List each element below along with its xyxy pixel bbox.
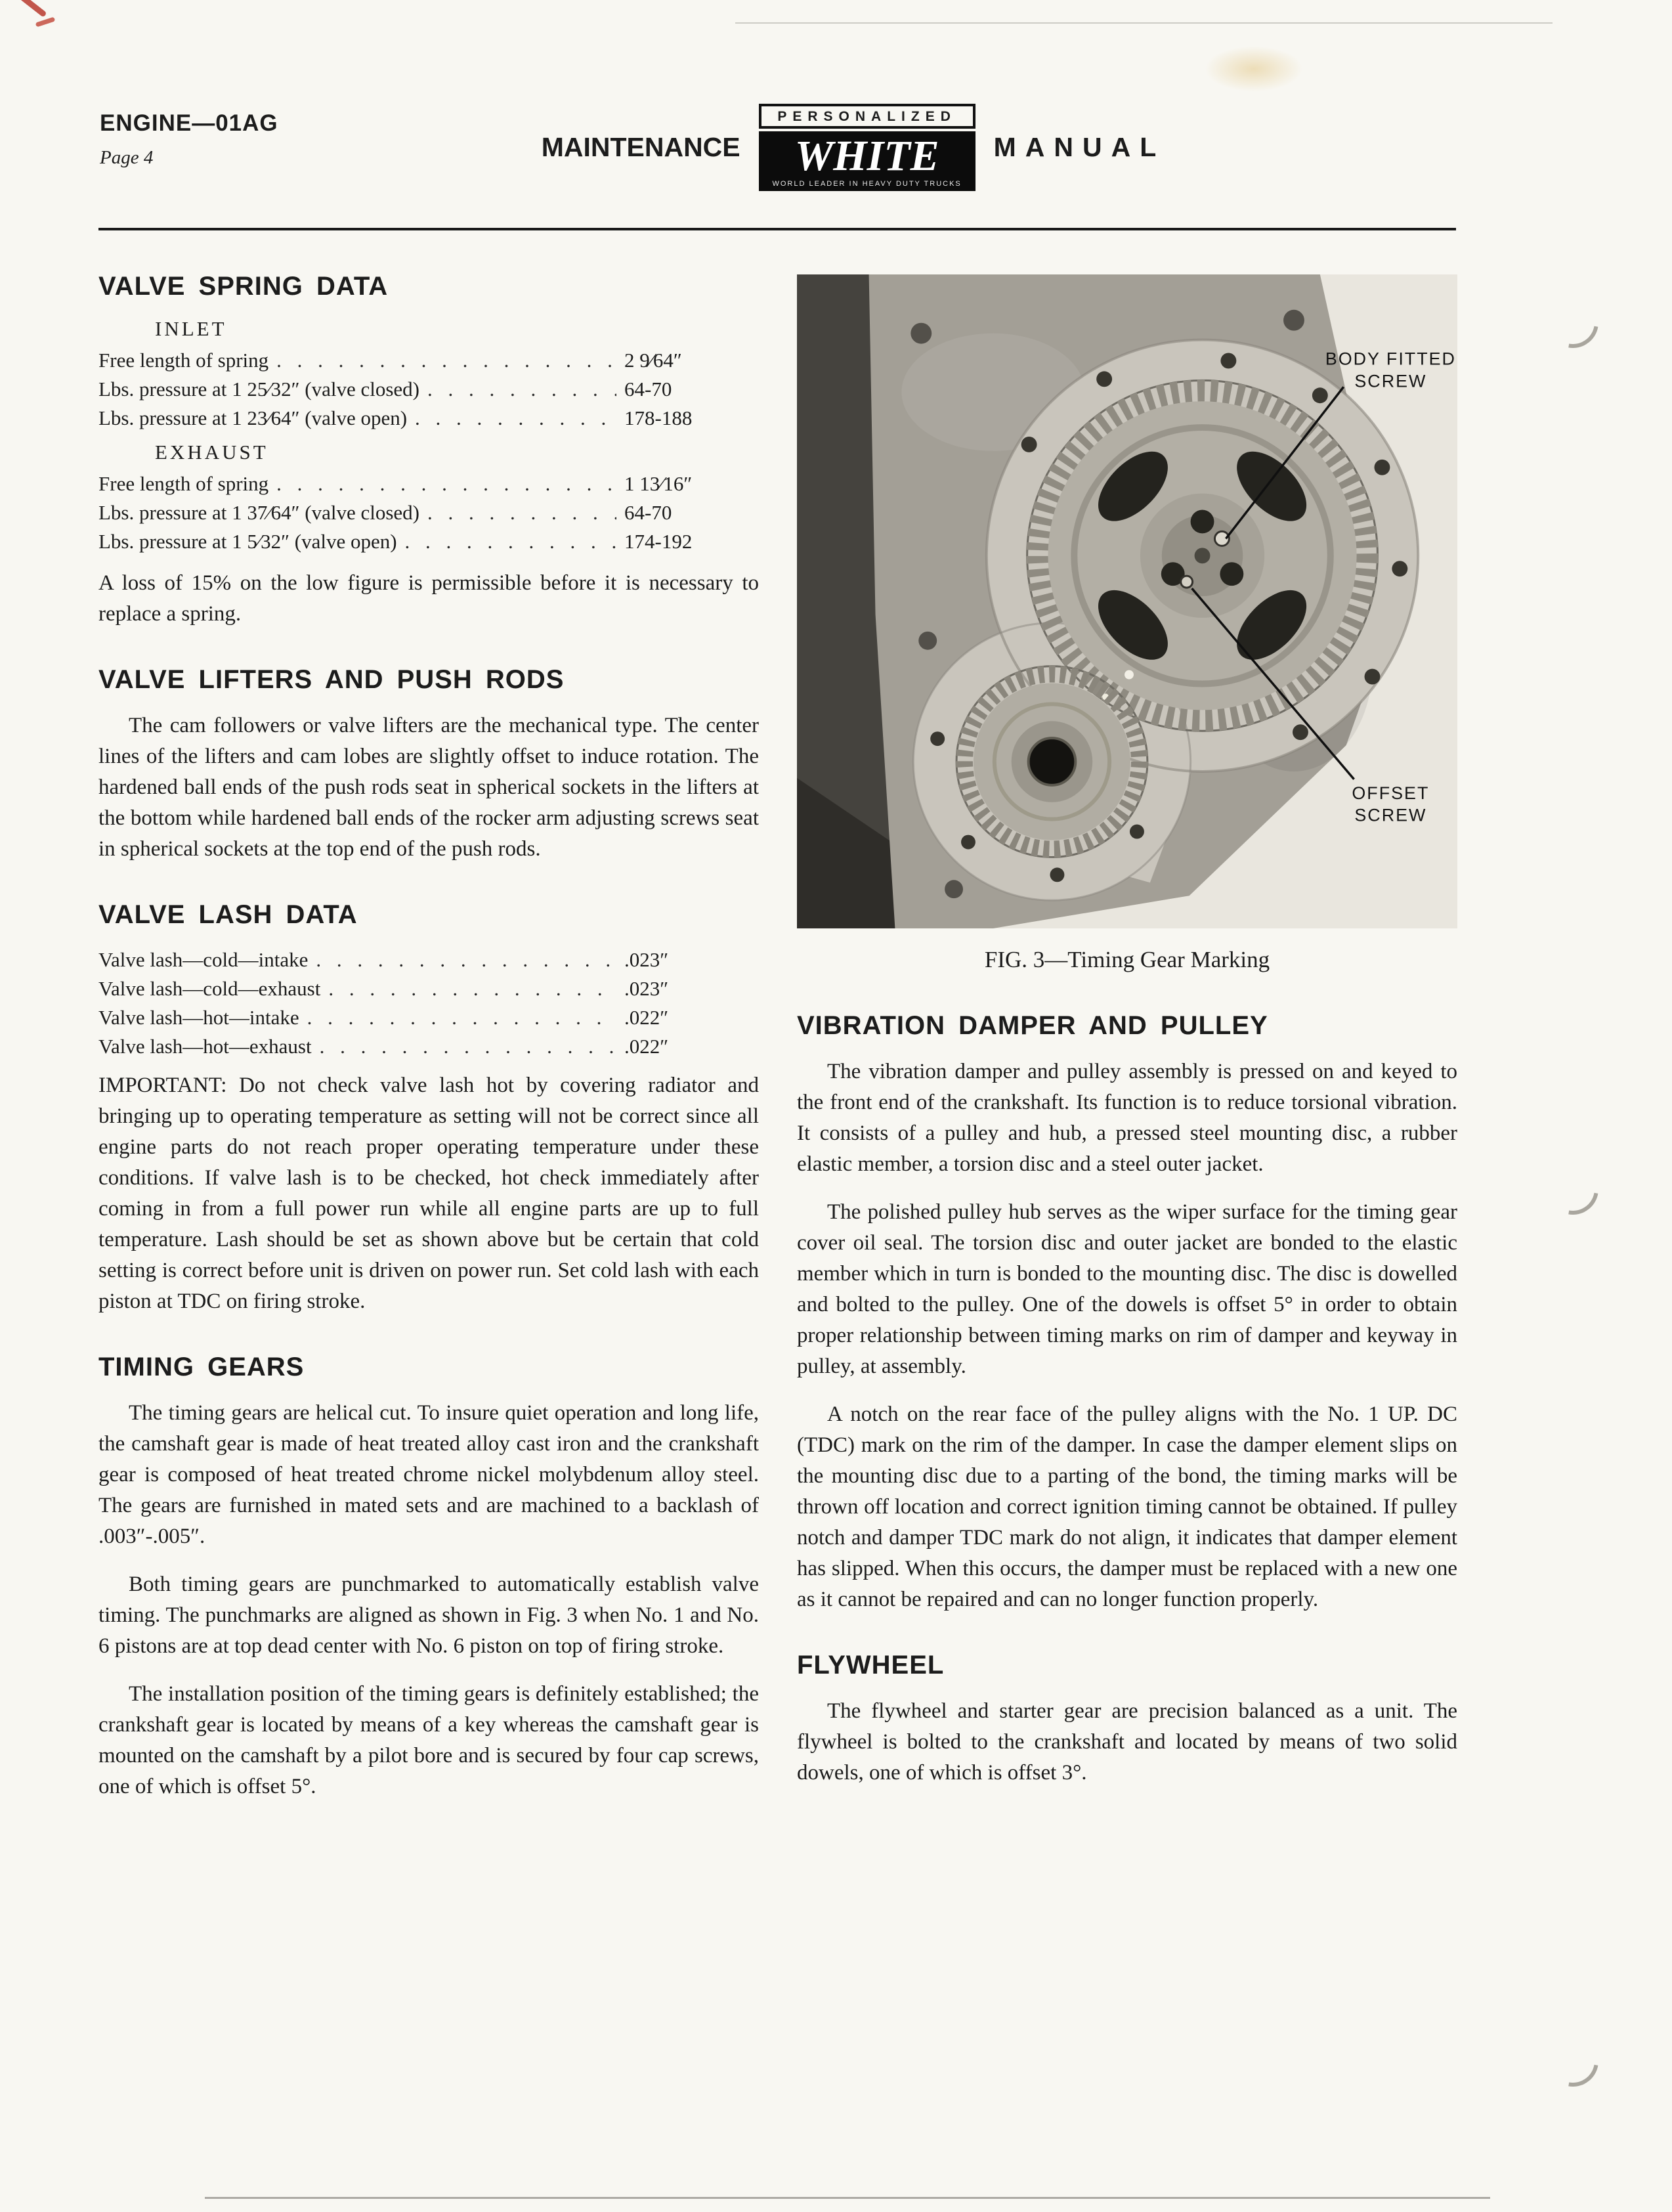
spec-value: .022″ (624, 1035, 669, 1058)
scan-artifact-binder-shadow (1537, 2026, 1609, 2097)
spec-row (98, 1003, 759, 1032)
paragraph-valve-lifters: The cam followers or valve lifters are the mechanical type. The center lines of the lifters and cam lobes are slightly offset to induce rotation. The hardened ball ends of the push rods seat in spherical sockets in the lifters at the bottom while hardened ball ends of the rocker arm adjusting screws seat in spherical sockets at the top end of the push rods. (98, 714, 759, 861)
dot-leader (320, 1032, 616, 1061)
right-column (797, 261, 1457, 1819)
spec-row (98, 945, 759, 974)
spec-label: Free length of spring (98, 472, 269, 495)
section-heading-valve-spring-data: VALVE SPRING DATA (98, 272, 389, 301)
scan-artifact-bottom-line (205, 2197, 1490, 2199)
crankshaft-gear (956, 666, 1147, 857)
banner-manual: MANUAL (993, 132, 1166, 162)
two-column-body (98, 261, 1457, 1819)
spec-label: Free length of spring (98, 349, 269, 372)
left-column (98, 261, 759, 1819)
logo-wordmark: WHITE (794, 132, 939, 180)
dot-leader (415, 404, 616, 433)
scan-artifact-edge-line (735, 22, 1553, 24)
paragraph-flywheel: The flywheel and starter gear are precision balanced as a unit. The flywheel is bolted to the crankshaft and located by means of two solid dowels, one of which is offset 3°. (797, 1699, 1457, 1785)
header-banner (433, 104, 1274, 191)
scan-artifact-smudge (1205, 46, 1303, 92)
dot-leader (307, 1003, 616, 1032)
white-trucks-logo (759, 104, 975, 191)
spec-row (98, 404, 759, 433)
logo-personalized-label: PERSONALIZED (759, 104, 975, 129)
paragraph-timing-3: The installation position of the timing gears is definitely established; the crankshaft gear is located by means of a key whereas the camshaft gear is mounted on the camshaft by a pilot bore and is secured by four cap screws, one of which is offset 5°. (98, 1682, 759, 1798)
header-left (100, 110, 278, 169)
scan-artifact-binder-shadow (1537, 287, 1609, 358)
subhead-exhaust: EXHAUST (155, 441, 268, 464)
callout-body-fitted-line1: BODY FITTED (1325, 349, 1456, 369)
spec-label: Valve lash—hot—intake (98, 1006, 299, 1029)
offset-screw (1181, 576, 1193, 588)
spec-value: 2 9⁄64″ (624, 349, 682, 372)
spec-row (98, 375, 759, 404)
paragraph-damper-2: The polished pulley hub serves as the wiper surface for the timing gear cover oil seal. The torsion disc and outer jacket are bonded to the elastic member which in turn is bonded to the mounting disc. The disc is dowelled and bolted to the pulley. One of the dowels is offset 5° in order to obtain proper relationship between timing marks on rim of damper and keyway in pulley, at assembly. (797, 1200, 1457, 1378)
scan-artifact-red-mark (18, 0, 47, 18)
spec-value: .022″ (624, 1006, 669, 1029)
spec-value: 64-70 (624, 378, 672, 401)
spec-value: .023″ (624, 948, 669, 971)
spec-row (98, 469, 759, 498)
spec-row (98, 527, 759, 556)
figure-caption: FIG. 3—Timing Gear Marking (984, 947, 1270, 972)
dot-leader (276, 346, 616, 375)
spec-label: Lbs. pressure at 1 23⁄64″ (valve open) (98, 406, 408, 429)
section-heading-flywheel: FLYWHEEL (797, 1651, 945, 1680)
spec-value: .023″ (624, 977, 669, 1000)
spec-value: 1 13⁄16″ (624, 472, 693, 495)
page-number: Page 4 (100, 147, 154, 168)
paragraph-timing-1: The timing gears are helical cut. To insure quiet operation and long life, the camshaft gear is made of heat treated alloy cast iron and the crankshaft gear is composed of heat treated chrome nickel molybdenum alloy steel. The gears are furnished in mated sets and are machined to a backlash of .003″-.005″. (98, 1401, 759, 1548)
spec-label: Lbs. pressure at 1 25⁄32″ (valve closed) (98, 378, 419, 401)
dot-leader (328, 974, 616, 1003)
section-heading-vibration-damper: VIBRATION DAMPER AND PULLEY (797, 1011, 1268, 1040)
dot-leader (405, 527, 616, 556)
engine-id: ENGINE—01AG (100, 110, 278, 136)
spec-label: Valve lash—cold—intake (98, 948, 309, 971)
timing-gear-photo (797, 274, 1457, 928)
subhead-inlet: INLET (155, 317, 227, 340)
section-heading-valve-lash: VALVE LASH DATA (98, 900, 358, 929)
section-heading-timing-gears: TIMING GEARS (98, 1353, 305, 1381)
callout-offset-line1: OFFSET (1352, 783, 1430, 803)
spec-row (98, 1032, 759, 1061)
spec-value: 64-70 (624, 501, 672, 524)
dot-leader (427, 375, 616, 404)
spec-row (98, 346, 759, 375)
paragraph-spring-note: A loss of 15% on the low figure is permissible before it is necessary to replace a spring. (98, 571, 759, 626)
paragraph-damper-1: The vibration damper and pulley assembly is pressed on and keyed to the front end of the crankshaft. Its function is to reduce torsional vibration. It consists of a pulley and hub, a pressed steel mounting disc, a rubber elastic member, a torsion disc and a steel outer jacket. (797, 1060, 1457, 1176)
paragraph-timing-2: Both timing gears are punchmarked to automatically establish valve timing. The punchmarks are aligned as shown in Fig. 3 when No. 1 and No. 6 pistons are at top dead center with No. 6 piston on top of firing stroke. (98, 1572, 759, 1658)
paragraph-damper-3: A notch on the rear face of the pulley aligns with the No. 1 UP. DC (TDC) mark on the rim of the damper. In case the damper element slips on the mounting disc due to a parting of the bond, the timing marks will be thrown off location and correct ignition timing cannot be obtained. If pulley notch and damper TDC mark do not align, it indicates that damper element has slipped. When this occurs, the damper must be replaced with a new one as it cannot be repaired and can no longer function properly. (797, 1402, 1457, 1611)
logo-tagline: WORLD LEADER IN HEAVY DUTY TRUCKS (772, 180, 962, 188)
callout-body-fitted-line2: SCREW (1354, 371, 1427, 391)
callout-offset-line2: SCREW (1354, 805, 1427, 825)
paragraph-important: IMPORTANT: Do not check valve lash hot by covering radiator and bringing up to operating temperature as setting will not be correct since all engine parts do not reach proper operating temperature under these conditions. If valve lash is to be checked, hot check immediately after coming in from a full power run while all engine parts are up to full temperature. Lash should be set as shown above but be certain that cold setting is correct before unit is driven on power run. Set cold lash with each piston at TDC on firing stroke. (98, 1073, 759, 1313)
header-rule (98, 228, 1456, 230)
spec-label: Valve lash—hot—exhaust (98, 1035, 312, 1058)
banner-maintenance: MAINTENANCE (541, 132, 740, 162)
logo-black-box (759, 131, 975, 191)
scan-artifact-binder-shadow (1537, 1154, 1609, 1225)
spec-value: 178-188 (624, 406, 693, 429)
spec-row (98, 974, 759, 1003)
dot-leader (276, 469, 616, 498)
spec-value: 174-192 (624, 530, 693, 553)
section-heading-valve-lifters: VALVE LIFTERS AND PUSH RODS (98, 665, 565, 694)
spec-label: Valve lash—cold—exhaust (98, 977, 321, 1000)
punch-mark (1125, 670, 1134, 680)
scan-artifact-red-mark (35, 17, 56, 28)
spec-row (98, 498, 759, 527)
spec-label: Lbs. pressure at 1 37⁄64″ (valve closed) (98, 501, 419, 524)
spec-label: Lbs. pressure at 1 5⁄32″ (valve open) (98, 530, 397, 553)
figure-3 (797, 274, 1457, 973)
dot-leader (316, 945, 616, 974)
dot-leader (427, 498, 616, 527)
